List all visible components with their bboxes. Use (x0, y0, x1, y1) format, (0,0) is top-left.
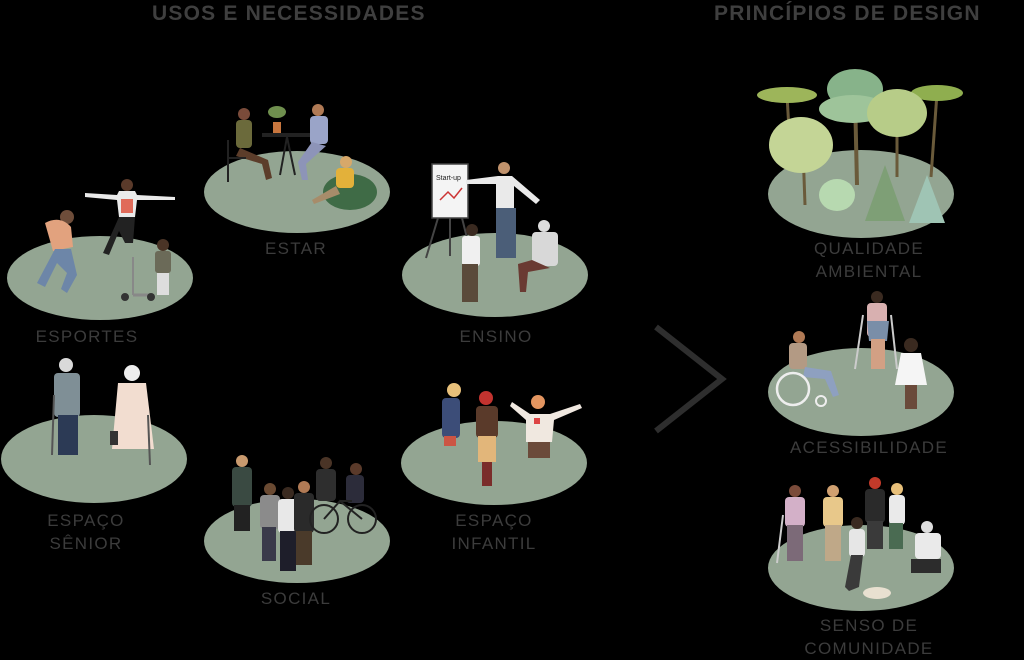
flipchart-text: Start-up (436, 175, 461, 182)
senior-label: ESPAÇO SÊNIOR (47, 511, 125, 553)
acessibilidade-label: ACESSIBILIDADE (789, 438, 949, 457)
social-label: SOCIAL (260, 589, 332, 608)
ensino-label: ENSINO (459, 327, 533, 346)
principles-heading: PRINCÍPIOS DE DESIGN (714, 2, 981, 25)
comunidade-scene (765, 475, 960, 615)
acessibilidade-scene (765, 285, 960, 440)
infantil-label: ESPAÇO INFANTIL (451, 511, 537, 553)
estar-label: ESTAR (265, 239, 327, 258)
social-scene (200, 453, 395, 588)
senior-scene (0, 355, 195, 507)
grass-ellipse (1, 415, 187, 503)
chevron-right-icon (650, 323, 730, 438)
ambiental-label: QUALIDADE AMBIENTAL (814, 239, 924, 281)
esportes-label: ESPORTES (35, 327, 139, 346)
ambiental-scene (755, 65, 965, 240)
child-left (442, 383, 461, 446)
infantil-scene (398, 380, 593, 510)
estar-scene (200, 100, 400, 235)
ensino-scene (400, 160, 595, 325)
esportes-scene (5, 175, 200, 330)
comunidade-label: SENSO DE COMUNIDADE (804, 616, 934, 658)
uses-heading: USOS E NECESSIDADES (152, 2, 426, 25)
